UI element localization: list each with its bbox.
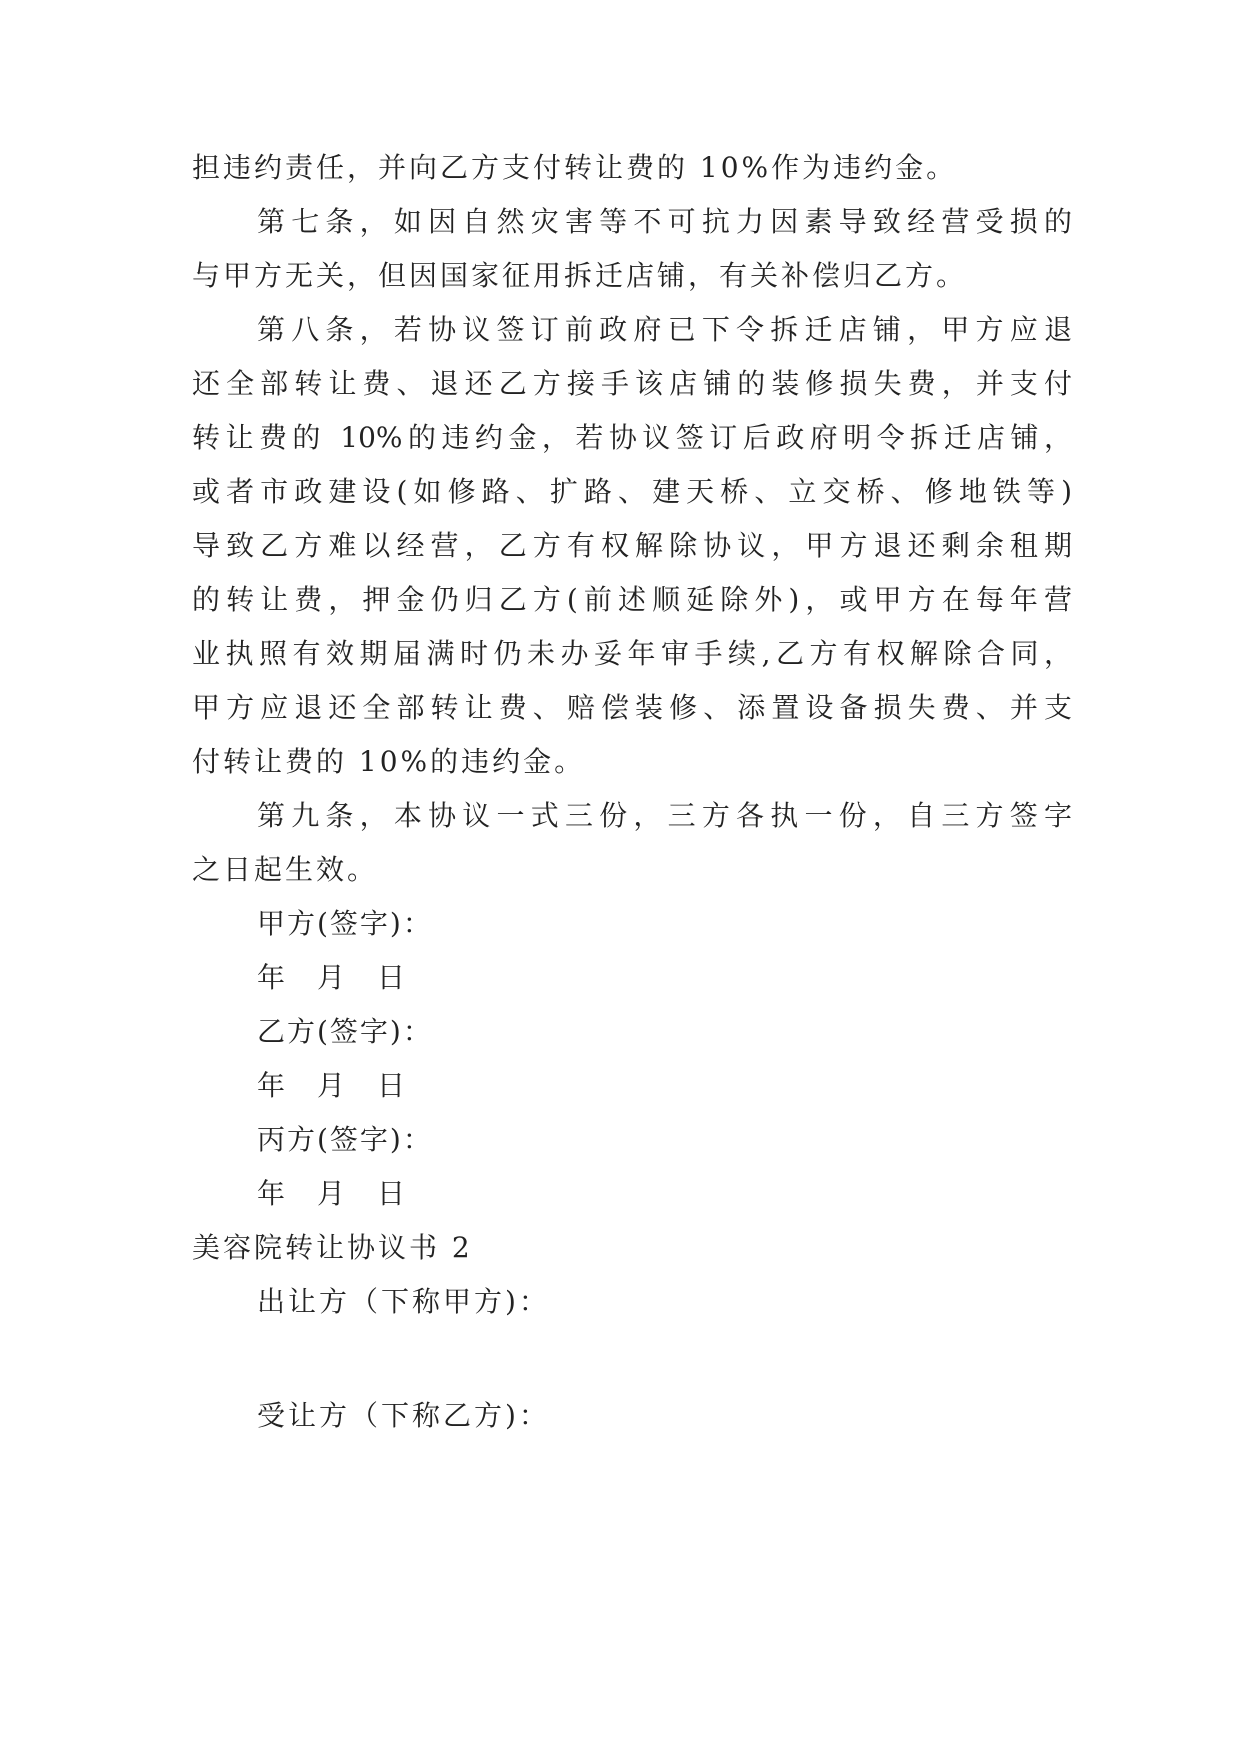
body-line: 业执照有效期届满时仍未办妥年审手续,乙方有权解除合同，: [192, 637, 1072, 670]
body-line: 或者市政建设(如修路、扩路、建天桥、立交桥、修地铁等): [192, 475, 1072, 508]
transferor-label: 出让方（下称甲方)：: [257, 1285, 550, 1318]
date-year: 年: [257, 961, 286, 994]
body-line: 与甲方无关，但因国家征用拆迁店铺，有关补偿归乙方。: [192, 259, 968, 292]
date-month: 月: [317, 961, 346, 994]
transferee-label: 受让方（下称乙方)：: [257, 1399, 550, 1432]
date-day: 日: [377, 1069, 406, 1102]
body-line: 第七条，如因自然灾害等不可抗力因素导致经营受损的: [257, 205, 1072, 238]
date-year: 年: [257, 1069, 286, 1102]
body-line: 之日起生效。: [192, 853, 379, 886]
body-line: 第九条，本协议一式三份，三方各执一份，自三方签字: [257, 799, 1072, 832]
body-line: 还全部转让费、退还乙方接手该店铺的装修损失费，并支付: [192, 367, 1072, 400]
date-month: 月: [317, 1069, 346, 1102]
body-line: 第八条，若协议签订前政府已下令拆迁店铺，甲方应退: [257, 313, 1072, 346]
party-a-signature-label: 甲方(签字)：: [257, 907, 433, 940]
party-c-signature-date: [257, 1164, 1072, 1223]
party-b-signature-date: [257, 1056, 1072, 1115]
body-line: 担违约责任，并向乙方支付转让费的 10%作为违约金。: [192, 151, 958, 184]
section-title: 美容院转让协议书 2: [192, 1231, 473, 1264]
body-line: 付转让费的 10%的违约金。: [192, 745, 586, 778]
body-line: 甲方应退还全部转让费、赔偿装修、添置设备损失费、并支: [192, 691, 1072, 724]
party-c-signature-label: 丙方(签字)：: [257, 1123, 433, 1156]
date-day: 日: [377, 961, 406, 994]
date-month: 月: [317, 1177, 346, 1210]
body-line: 转让费的 10%的违约金，若协议签订后政府明令拆迁店铺，: [192, 421, 1072, 454]
date-year: 年: [257, 1177, 286, 1210]
date-day: 日: [377, 1177, 406, 1210]
body-line: 的转让费，押金仍归乙方(前述顺延除外)，或甲方在每年营: [192, 583, 1072, 616]
party-b-signature-label: 乙方(签字)：: [257, 1015, 433, 1048]
body-line: 导致乙方难以经营，乙方有权解除协议，甲方退还剩余租期: [192, 529, 1072, 562]
party-a-signature-date: [257, 948, 1072, 1007]
